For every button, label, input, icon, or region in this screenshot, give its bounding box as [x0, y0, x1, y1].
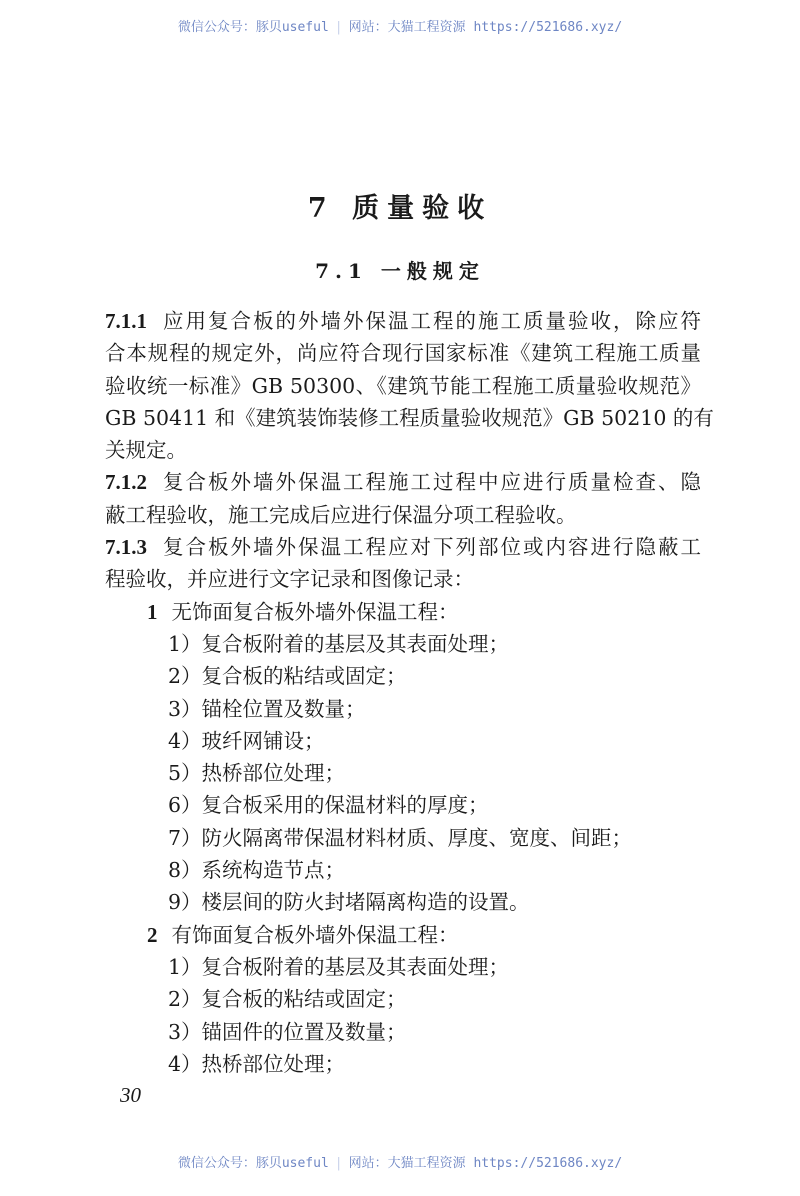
watermark-bottom [0, 1152, 800, 1171]
list-item: 1）复合板附着的基层及其表面处理； [168, 631, 510, 656]
text: 无饰面复合板外墙外保温工程： [171, 599, 459, 624]
text-line: 关规定。 [105, 438, 187, 463]
clause-number: 7.1.3 [105, 535, 147, 560]
list-item: 2）复合板的粘结或固定； [168, 987, 407, 1012]
list-item: 5）热桥部位处理； [168, 761, 346, 786]
list-item: 2）复合板的粘结或固定； [168, 664, 407, 689]
watermark-separator: | [334, 20, 343, 35]
text: 复合板外墙外保温工程应对下列部位或内容进行隐蔽工 [161, 535, 701, 560]
text: 复合板外墙外保温工程施工过程中应进行质量检查、隐 [161, 470, 701, 495]
text: 有饰面复合板外墙外保温工程： [171, 922, 459, 947]
list-heading-2 [105, 919, 701, 951]
list-item: 7）防火隔离带保温材料材质、厚度、宽度、间距； [168, 825, 633, 850]
item-number: 1 [147, 599, 158, 624]
document-body [105, 305, 714, 1080]
list-item: 6）复合板采用的保温材料的厚度； [168, 793, 489, 818]
list-item: 1）复合板附着的基层及其表面处理； [168, 954, 510, 979]
watermark-top [0, 16, 800, 35]
clause-number: 7.1.1 [105, 309, 147, 333]
clause-7-1-3-line [105, 531, 701, 563]
watermark-separator: | [334, 1156, 343, 1171]
clause-7-1-2-line [105, 466, 701, 498]
watermark-left: 微信公众号：豚贝useful [177, 1156, 329, 1171]
section-title: 7.1 一般规定 [315, 259, 485, 283]
text-line: 合本规程的规定外，尚应符合现行国家标准《建筑工程施工质量 [105, 341, 701, 366]
list-item: 3）锚栓位置及数量； [168, 696, 366, 721]
chapter-title: 7 质量验收 [307, 193, 493, 224]
page-number: 30 [120, 1083, 141, 1107]
clause-7-1-1-line [105, 305, 701, 337]
item-number: 2 [147, 922, 158, 947]
text-line: 验收统一标准》GB 50300、《建筑节能工程施工质量验收规范》 [105, 373, 701, 398]
text: 应用复合板的外墙外保温工程的施工质量验收，除应符 [161, 309, 701, 333]
text-line: 程验收，并应进行文字记录和图像记录： [105, 567, 474, 592]
list-heading-1 [105, 596, 701, 628]
list-item: 3）锚固件的位置及数量； [168, 1019, 407, 1044]
watermark-right: 网站：大猫工程资源 https://521686.xyz/ [348, 20, 623, 35]
text-line: GB 50411 和《建筑装饰装修工程质量验收规范》GB 50210 的有 [105, 405, 714, 430]
list-item: 4）玻纤网铺设； [168, 728, 325, 753]
text-line: 蔽工程验收，施工完成后应进行保温分项工程验收。 [105, 502, 577, 527]
watermark-left: 微信公众号：豚贝useful [177, 20, 329, 35]
list-item: 4）热桥部位处理； [168, 1051, 346, 1076]
clause-number: 7.1.2 [105, 470, 147, 495]
list-item: 8）系统构造节点； [168, 858, 346, 883]
watermark-right: 网站：大猫工程资源 https://521686.xyz/ [348, 1156, 623, 1171]
list-item: 9）楼层间的防火封堵隔离构造的设置。 [168, 890, 530, 915]
